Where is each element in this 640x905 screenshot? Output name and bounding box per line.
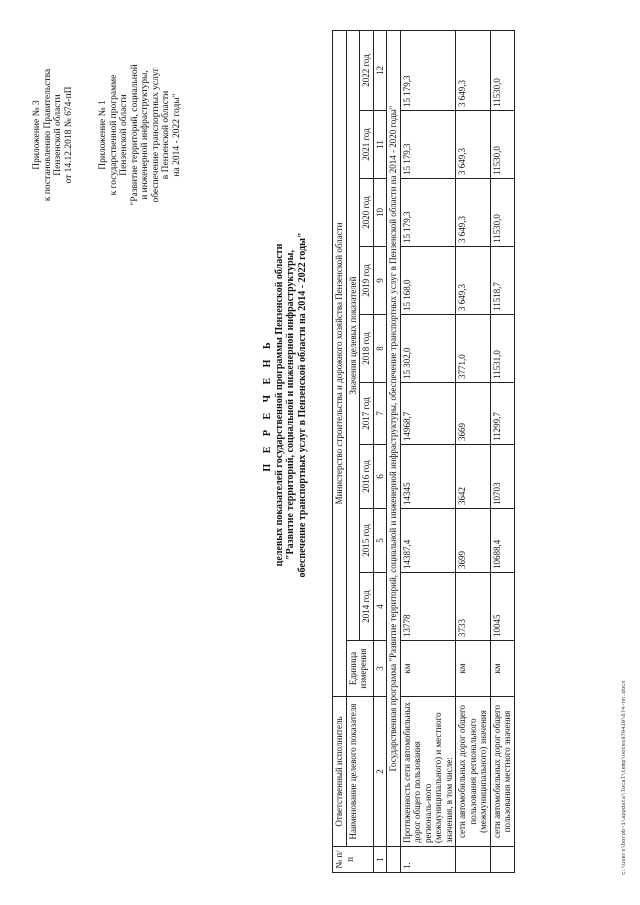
- table-row: [490, 30, 514, 872]
- value-cell: 11518,7: [490, 247, 514, 315]
- table-row: [400, 30, 456, 872]
- year-header: 2018 год: [360, 315, 374, 383]
- year-header: 2020 год: [360, 179, 374, 247]
- document-heading: [262, 55, 308, 755]
- file-path-footer: c:\users\borob~1\appdata\local\temp\notes879410\674-пп.docx: [620, 680, 627, 875]
- year-header: 2015 год: [360, 509, 374, 573]
- value-cell: 11530,0: [490, 179, 514, 247]
- heading-title: П Е Р Е Ч Е Н Ь: [262, 338, 273, 472]
- appendix-1-line: Приложение № 1: [98, 100, 108, 170]
- value-cell: 3669: [456, 383, 491, 445]
- indicator-name: сети автомобильных дорог общего пользования регионального (межмуниципального) значения: [456, 697, 491, 847]
- appendix-1-line: к государственной программе: [108, 74, 119, 196]
- value-cell: 10703: [490, 445, 514, 509]
- appendix-1-line: Пензенской области: [119, 94, 129, 176]
- value-cell: 3733: [456, 573, 491, 641]
- section-title: Государственная программа "Развитие территорий, социальной и инженерной инфраструктуры, обеспечение транспортных услуг в Пензенской области на 2014 - 2020 годы": [387, 30, 401, 846]
- appendix-1-line: и инженерной инфраструктуры,: [140, 70, 150, 200]
- value-cell: 14387,4: [400, 509, 456, 573]
- appendix-1-block: [98, 40, 182, 230]
- year-header: 2014 год: [360, 573, 374, 641]
- value-cell: 3 649,3: [456, 111, 491, 179]
- appendix-3-line: от 14.12.2018 № 674-пП: [63, 86, 74, 184]
- value-cell: 3771,0: [456, 315, 491, 383]
- value-cell: 15 179,3: [400, 179, 456, 247]
- appendix-3-line: Пензенской области: [53, 94, 63, 176]
- value-cell: 10045: [490, 573, 514, 641]
- value-cell: 13778: [400, 573, 456, 641]
- value-cell: 11531,0: [490, 315, 514, 383]
- heading-line: "Развитие территорий, социальной и инженерной инфраструктуры,: [285, 250, 296, 560]
- column-number: 7: [373, 383, 387, 445]
- table-row: [456, 30, 491, 872]
- column-number: 11: [373, 111, 387, 179]
- value-cell: 11530,0: [490, 30, 514, 110]
- heading-line: целевых показателей государственной программы Пензенской области: [273, 243, 285, 567]
- column-number: 1: [373, 847, 387, 873]
- value-cell: 11299,7: [490, 383, 514, 445]
- column-number: 3: [373, 641, 387, 697]
- year-header: 2016 год: [360, 445, 374, 509]
- appendix-1-line: обеспечение транспортных услуг: [150, 67, 161, 203]
- appendix-1-line: на 2014 - 2022 годы": [171, 93, 182, 177]
- indicator-name: Протяженность сети автомобильных дорог общего пользования региональ-ного (межмуниципального) и местного значения, в том числе:: [400, 697, 456, 847]
- value-cell: 15 179,3: [400, 30, 456, 110]
- appendix-1-line: "Развитие территорий, социальной: [129, 64, 140, 206]
- column-number: 4: [373, 573, 387, 641]
- value-cell: 3 649,3: [456, 30, 491, 110]
- value-cell: 14345: [400, 445, 456, 509]
- header-values: Значения целевых показателей: [346, 30, 360, 640]
- unit-cell: км: [456, 641, 491, 697]
- header-unit: Единица измерения: [346, 641, 373, 697]
- unit-cell: км: [490, 641, 514, 697]
- year-header: 2022 год: [360, 30, 374, 110]
- header-row-executor: [333, 30, 347, 872]
- value-cell: 11530,0: [490, 111, 514, 179]
- value-cell: 3 649,3: [456, 247, 491, 315]
- row-num: 1.: [400, 847, 456, 873]
- year-header: 2021 год: [360, 111, 374, 179]
- year-header: 2019 год: [360, 247, 374, 315]
- section-row: [387, 30, 401, 872]
- column-number: 8: [373, 315, 387, 383]
- row-num: [490, 847, 514, 873]
- value-cell: 15 302,0: [400, 315, 456, 383]
- header-executor-value: Министерство строительства и дорожного хозяйства Пензенской области: [333, 30, 347, 696]
- column-number: 9: [373, 247, 387, 315]
- value-cell: 15 179,3: [400, 111, 456, 179]
- value-cell: 3642: [456, 445, 491, 509]
- row-num: [456, 847, 491, 873]
- appendix-1-line: в Пензенской области: [161, 90, 171, 180]
- header-indicator-name: Наименование целевого показателя: [346, 697, 373, 847]
- indicators-table: [332, 30, 515, 873]
- indicator-name: сети автомобильных дорог общего пользования местного значения: [490, 697, 514, 847]
- value-cell: 15 168,0: [400, 247, 456, 315]
- column-number: 5: [373, 509, 387, 573]
- header-executor: Ответственный исполнитель: [333, 697, 347, 847]
- heading-line: обеспечение транспортных услуг в Пензенской области на 2014 - 2022 годы": [296, 232, 308, 578]
- column-number-row: [373, 30, 387, 872]
- year-header: 2017 год: [360, 383, 374, 445]
- section-spacer: [387, 847, 401, 873]
- appendix-3-block: [32, 40, 74, 230]
- column-number: 12: [373, 30, 387, 110]
- value-cell: 14968,7: [400, 383, 456, 445]
- value-cell: 3 649,3: [456, 179, 491, 247]
- value-cell: 3699: [456, 509, 491, 573]
- header-num: № п/п: [333, 847, 374, 873]
- column-number: 2: [373, 697, 387, 847]
- column-number: 10: [373, 179, 387, 247]
- unit-cell: км: [400, 641, 456, 697]
- header-row-names: [346, 30, 360, 872]
- column-number: 6: [373, 445, 387, 509]
- appendix-3-line: Приложение № 3: [32, 100, 42, 170]
- value-cell: 10688,4: [490, 509, 514, 573]
- appendix-3-line: к постановлению Правительства: [42, 68, 53, 202]
